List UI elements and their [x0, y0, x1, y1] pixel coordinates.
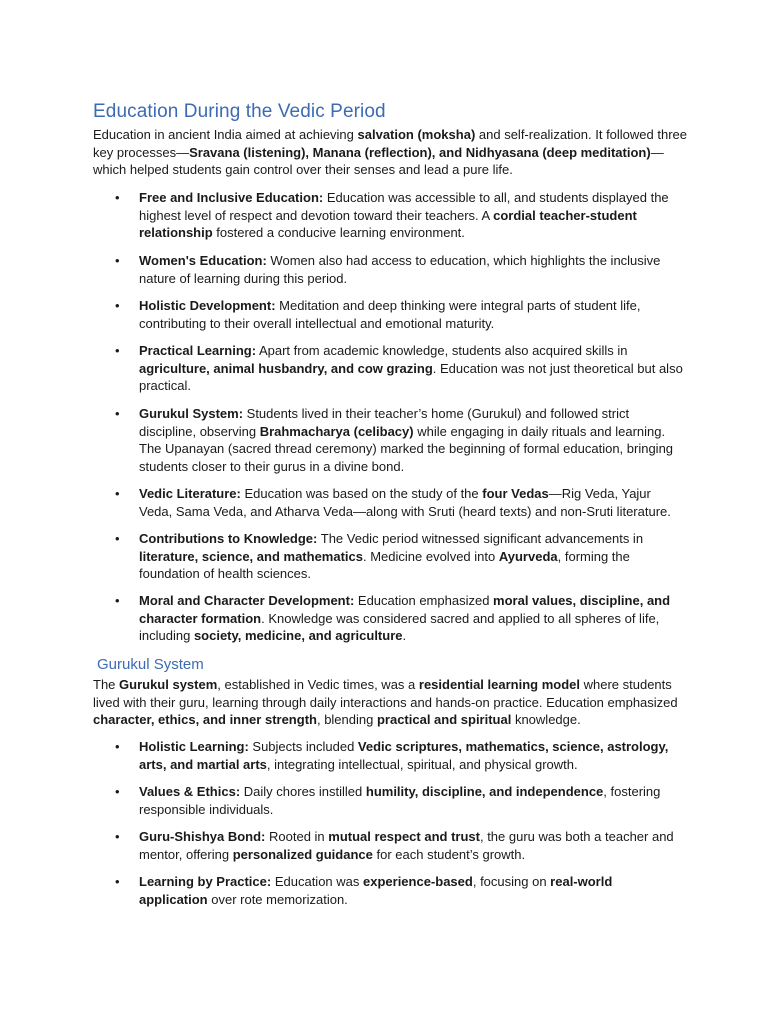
bold-text: Guru-Shishya Bond: — [139, 829, 266, 844]
bold-text: Women's Education: — [139, 253, 267, 268]
bold-text: four Vedas — [482, 486, 549, 501]
list-item-text — [139, 738, 684, 773]
bold-text: residential learning model — [418, 677, 580, 692]
text-run: —which helped students gain control over their senses and lead a pure life. — [93, 144, 664, 178]
text-run: Subjects included — [248, 739, 358, 754]
intro-paragraph — [93, 126, 693, 179]
bold-text: moral values, discipline, and character formation — [139, 593, 671, 626]
bold-text: literature, science, and mathematics — [139, 548, 363, 564]
bold-text: Ayurveda — [498, 548, 558, 564]
text-run: Meditation and deep thinking were integral parts of student life, contributing to their overall intellectual and emotional maturity. — [139, 298, 641, 331]
bold-text: Values & Ethics: — [139, 784, 241, 799]
text-run: . Knowledge was considered sacred and applied to all spheres of life, including — [139, 610, 660, 644]
text-run: fostered a conducive learning environment. — [212, 225, 465, 241]
bold-text: Free and Inclusive Education: — [139, 190, 324, 205]
text-run: —Rig Veda, Yajur Veda, Sama Veda, and Atharva Veda—along with Sruti (heard texts) and non-Sruti literature. — [139, 486, 671, 519]
list-item-text — [139, 873, 684, 908]
bold-text: Gurukul System: — [139, 406, 244, 421]
text-run: over rote memorization. — [207, 891, 348, 907]
bullet-icon: • — [115, 190, 120, 205]
bullet-icon: • — [115, 784, 120, 799]
text-run: Education was based on the study of the — [240, 486, 483, 501]
bullet-icon: • — [115, 253, 120, 268]
list-item-text — [139, 592, 684, 645]
bullet-icon: • — [115, 406, 120, 421]
text-run: The — [93, 677, 120, 692]
text-run: Students lived in their teacher’s home (Gurukul) and followed strict discipline, observing — [139, 406, 630, 439]
bold-text: humility, discipline, and independence — [365, 784, 604, 799]
text-run: where students lived with their guru, learning through daily interactions and hands-on practice. Education emphasized — [93, 677, 678, 710]
bold-text: salvation (moksha) — [357, 127, 476, 142]
text-run: . Education was not just theoretical but also practical. — [139, 360, 683, 394]
list-item-text — [139, 485, 684, 520]
text-run: , focusing on — [472, 874, 551, 889]
text-run: , blending — [316, 712, 377, 728]
text-run: , forming the foundation of health sciences. — [139, 548, 630, 582]
text-run: . Medicine evolved into — [362, 548, 499, 564]
list-item-text — [139, 783, 684, 818]
bullet-icon: • — [115, 531, 120, 546]
text-run: , the guru was both a teacher and mentor, offering — [139, 829, 674, 862]
bullet-icon: • — [115, 486, 120, 501]
text-run: , fostering responsible individuals. — [139, 784, 661, 817]
text-run: , established in Vedic times, was a — [217, 677, 419, 692]
bullet-icon: • — [115, 298, 120, 313]
list-item-text — [139, 405, 684, 476]
text-run: , integrating intellectual, spiritual, and physical growth. — [266, 756, 578, 772]
text-run: while engaging in daily rituals and learning. The Upanayan (sacred thread ceremony) marked the beginning of formal education, bringing students closer to their gurus in a divine bond. — [139, 423, 674, 475]
bold-text: practical and spiritual — [376, 712, 512, 728]
list-item-text — [139, 189, 684, 242]
text-run: . — [402, 628, 407, 644]
text-run: Education emphasized — [354, 593, 494, 608]
text-run: The Vedic period witnessed significant advancements in — [317, 531, 644, 546]
bold-text: Sravana (listening), Manana (reflection), and Nidhyasana (deep meditation) — [189, 144, 651, 160]
text-run: knowledge. — [511, 712, 581, 728]
text-run: Education in ancient India aimed at achieving — [93, 127, 358, 142]
bold-text: Holistic Development: — [139, 298, 276, 313]
bold-text: personalized guidance — [232, 846, 373, 862]
text-run: Apart from academic knowledge, students also acquired skills in — [256, 343, 628, 358]
bullet-icon: • — [115, 739, 120, 754]
bold-text: real-world application — [139, 874, 613, 907]
bold-text: character, ethics, and inner strength — [93, 712, 317, 728]
bold-text: agriculture, animal husbandry, and cow grazing — [139, 360, 433, 376]
text-run: Education was — [271, 874, 363, 889]
bullet-icon: • — [115, 343, 120, 358]
text-run: and self-realization. It followed three key processes— — [93, 127, 688, 160]
list-item-text — [139, 297, 684, 332]
bold-text: Brahmacharya (celibacy) — [259, 423, 414, 439]
gurukul-intro-paragraph — [93, 676, 693, 729]
bold-text: Moral and Character Development: — [139, 593, 355, 608]
bold-text: society, medicine, and agriculture — [193, 628, 403, 644]
list-item-text — [139, 342, 684, 395]
bold-text: Learning by Practice: — [139, 874, 272, 889]
bold-text: mutual respect and trust — [328, 829, 480, 844]
text-run: Women also had access to education, which highlights the inclusive nature of learning during this period. — [139, 253, 661, 286]
bold-text: Practical Learning: — [139, 343, 257, 358]
list-item-text — [139, 252, 684, 287]
bold-text: Vedic Literature: — [139, 486, 241, 501]
bold-text: experience-based — [363, 874, 473, 889]
bold-text: Contributions to Knowledge: — [139, 531, 318, 546]
bold-text: cordial teacher-student relationship — [139, 207, 637, 241]
text-run: Daily chores instilled — [240, 784, 366, 799]
bullet-icon: • — [115, 829, 120, 844]
text-run: Rooted in — [265, 829, 329, 844]
list-item-text — [139, 828, 684, 863]
bullet-icon: • — [115, 593, 120, 608]
bullet-icon: • — [115, 874, 120, 889]
bold-text: Vedic scriptures, mathematics, science, astrology, arts, and martial arts — [139, 739, 669, 772]
bold-text: Holistic Learning: — [139, 739, 249, 754]
bold-text: Gurukul system — [119, 677, 218, 692]
list-item-text — [139, 530, 684, 583]
text-run: Education was accessible to all, and students displayed the highest level of respect and devotion toward their teachers. A — [139, 190, 669, 223]
text-run: for each student’s growth. — [372, 846, 526, 862]
section-heading-vedic-education: Education During the Vedic Period — [93, 101, 386, 122]
section-heading-gurukul: Gurukul System — [97, 656, 204, 673]
